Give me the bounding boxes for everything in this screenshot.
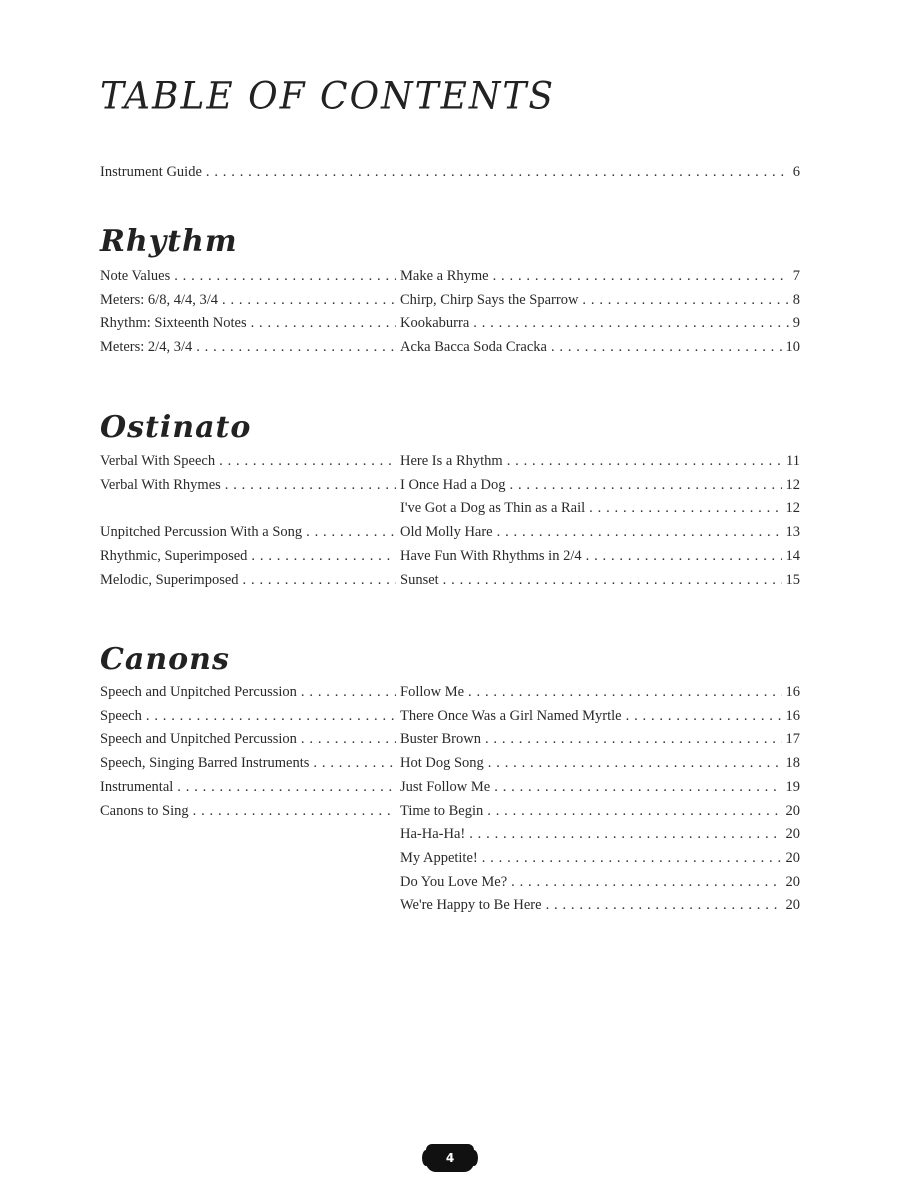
entry-page-number: 13 [785, 524, 800, 541]
toc-row [100, 776, 800, 798]
toc-entry[interactable] [400, 265, 800, 287]
entry-page-number: 12 [785, 500, 800, 517]
toc-row [100, 265, 800, 287]
topic-label: Rhythm: Sixteenth Notes [100, 315, 247, 332]
toc-row [100, 681, 800, 703]
entry-page-number: 17 [785, 731, 800, 748]
toc-entry[interactable] [400, 871, 800, 893]
entry-label: Old Molly Hare [400, 524, 493, 541]
entry-label: Chirp, Chirp Says the Sparrow [400, 291, 579, 308]
leader-dots [222, 289, 396, 311]
entry-page-number: 9 [792, 315, 800, 332]
toc-row [100, 336, 800, 358]
entry-page-number: 20 [785, 897, 800, 914]
topic-label: Speech and Unpitched Percussion [100, 684, 297, 700]
leader-dots [177, 776, 396, 798]
toc-entry-instrument-guide[interactable] [100, 161, 800, 183]
toc-row [100, 800, 800, 822]
toc-entry[interactable] [400, 569, 800, 591]
leader-dots [493, 265, 789, 287]
leader-dots [494, 776, 781, 798]
leader-dots [193, 800, 396, 822]
leader-dots [243, 569, 396, 591]
leader-dots [497, 521, 782, 543]
entry-page-number: 6 [792, 164, 800, 180]
leader-dots [251, 312, 396, 334]
leader-dots [306, 521, 396, 543]
entry-page-number: 11 [786, 453, 800, 469]
leader-dots [482, 847, 782, 869]
entry-label: I Once Had a Dog [400, 476, 506, 493]
leader-dots [146, 705, 396, 727]
topic-label: Melodic, Superimposed [100, 571, 239, 588]
leader-dots [485, 728, 782, 750]
leader-dots [546, 894, 782, 916]
toc-topic[interactable] [100, 450, 400, 472]
toc-entry[interactable] [400, 752, 800, 774]
entry-label: Have Fun With Rhythms in 2/4 [400, 547, 582, 564]
entry-label: Sunset [400, 571, 439, 588]
section-title-ostinato: Ostinato [100, 410, 252, 445]
entry-page-number: 12 [785, 476, 800, 493]
leader-dots [586, 545, 782, 567]
entry-label: Acka Bacca Soda Cracka [400, 339, 547, 356]
entry-page-number: 20 [785, 802, 800, 819]
toc-row [100, 705, 800, 727]
toc-row [100, 823, 800, 845]
leader-dots [225, 474, 396, 496]
entry-page-number: 20 [785, 826, 800, 843]
toc-entry[interactable] [400, 776, 800, 798]
leader-dots [626, 705, 782, 727]
toc-topic[interactable] [100, 336, 400, 358]
leader-dots [174, 265, 396, 287]
leader-dots [313, 752, 396, 774]
topic-label: Note Values [100, 268, 171, 284]
leader-dots [487, 800, 781, 822]
toc-topic [100, 497, 400, 519]
leader-dots [443, 569, 782, 591]
toc-entry[interactable] [400, 521, 800, 543]
toc-row [100, 312, 800, 334]
toc-topic[interactable] [100, 752, 400, 774]
topic-label: Rhythmic, Superimposed [100, 547, 248, 564]
entry-label: I've Got a Dog as Thin as a Rail [400, 500, 586, 517]
entry-page-number: 18 [785, 755, 800, 772]
toc-entry[interactable] [400, 823, 800, 845]
topic-label: Verbal With Speech [100, 453, 216, 469]
topic-label: Unpitched Percussion With a Song [100, 524, 303, 541]
toc-entry[interactable] [400, 450, 800, 472]
toc-entry[interactable] [400, 847, 800, 869]
page-number-badge: 4 [426, 1144, 474, 1172]
toc-entry[interactable] [400, 894, 800, 916]
toc-entry[interactable] [400, 289, 800, 311]
toc-entry[interactable] [400, 705, 800, 727]
entry-page-number: 8 [792, 291, 800, 308]
toc-row [100, 545, 800, 567]
entry-page-number: 16 [785, 684, 800, 700]
entry-page-number: 19 [785, 778, 800, 795]
entry-label: There Once Was a Girl Named Myrtle [400, 707, 622, 724]
leader-dots [510, 474, 782, 496]
topic-label: Instrumental [100, 778, 174, 795]
topic-label: Meters: 6/8, 4/4, 3/4 [100, 291, 219, 308]
toc-entry[interactable] [400, 336, 800, 358]
toc-row [100, 450, 800, 472]
leader-dots [551, 336, 782, 358]
toc-topic [100, 871, 400, 893]
leader-dots [301, 728, 396, 750]
leader-dots [488, 752, 782, 774]
entry-page-number: 20 [785, 873, 800, 890]
toc-row [100, 569, 800, 591]
toc-topic[interactable] [100, 312, 400, 334]
entry-label: Time to Begin [400, 802, 484, 819]
toc-topic[interactable] [100, 776, 400, 798]
leader-dots [511, 871, 781, 893]
leader-dots [468, 681, 781, 703]
toc-row [100, 474, 800, 496]
toc-topic[interactable] [100, 569, 400, 591]
entry-label: Kookaburra [400, 315, 470, 332]
topic-label: Speech, Singing Barred Instruments [100, 755, 310, 772]
toc-topic [100, 823, 400, 845]
entry-label: Follow Me [400, 684, 465, 700]
entry-page-number: 10 [785, 339, 800, 356]
toc-topic[interactable] [100, 521, 400, 543]
leader-dots [473, 312, 788, 334]
toc-topic [100, 894, 400, 916]
toc-topic[interactable] [100, 681, 400, 703]
toc-row [100, 871, 800, 893]
entry-page-number: 7 [792, 268, 800, 284]
entry-label: We're Happy to Be Here [400, 897, 542, 914]
entry-label: Ha-Ha-Ha! [400, 826, 466, 843]
entry-label: Just Follow Me [400, 778, 491, 795]
entry-label: Here Is a Rhythm [400, 453, 503, 469]
toc-topic[interactable] [100, 800, 400, 822]
leader-dots [206, 161, 789, 183]
toc-entry[interactable] [400, 497, 800, 519]
toc-row [100, 894, 800, 916]
leader-dots [251, 545, 396, 567]
entry-page-number: 16 [785, 707, 800, 724]
toc-topic[interactable] [100, 705, 400, 727]
entry-label: Make a Rhyme [400, 268, 489, 284]
toc-entry[interactable] [400, 800, 800, 822]
toc-row [100, 497, 800, 519]
entry-label: My Appetite! [400, 849, 478, 866]
toc-entry[interactable] [400, 681, 800, 703]
leader-dots [589, 497, 781, 519]
toc-row [100, 847, 800, 869]
toc-entry[interactable] [400, 545, 800, 567]
entry-label: Hot Dog Song [400, 755, 484, 772]
toc-row [100, 521, 800, 543]
leader-dots [196, 336, 396, 358]
entry-label: Instrument Guide [100, 164, 202, 180]
topic-label: Speech and Unpitched Percussion [100, 731, 297, 748]
leader-dots [582, 289, 788, 311]
section-title-canons: Canons [100, 642, 230, 677]
toc-entry[interactable] [400, 474, 800, 496]
entry-page-number: 20 [785, 849, 800, 866]
toc-topic [100, 847, 400, 869]
topic-label: Verbal With Rhymes [100, 476, 221, 493]
toc-entry[interactable] [400, 728, 800, 750]
leader-dots [469, 823, 781, 845]
topic-label: Canons to Sing [100, 802, 189, 819]
toc-topic[interactable] [100, 545, 400, 567]
entry-page-number: 14 [785, 547, 800, 564]
toc-topic[interactable] [100, 265, 400, 287]
section-title-rhythm: Rhythm [100, 224, 238, 259]
toc-topic[interactable] [100, 474, 400, 496]
leader-dots [219, 450, 396, 472]
toc-topic[interactable] [100, 289, 400, 311]
entry-label: Do You Love Me? [400, 873, 508, 890]
leader-dots [301, 681, 396, 703]
entry-page-number: 15 [785, 571, 800, 588]
topic-label: Speech [100, 707, 142, 724]
toc-row [100, 728, 800, 750]
toc-row [100, 289, 800, 311]
toc-topic[interactable] [100, 728, 400, 750]
page-title: TABLE OF CONTENTS [100, 74, 556, 119]
toc-row [100, 752, 800, 774]
leader-dots [507, 450, 782, 472]
topic-label: Meters: 2/4, 3/4 [100, 339, 193, 356]
entry-label: Buster Brown [400, 731, 481, 748]
toc-entry[interactable] [400, 312, 800, 334]
